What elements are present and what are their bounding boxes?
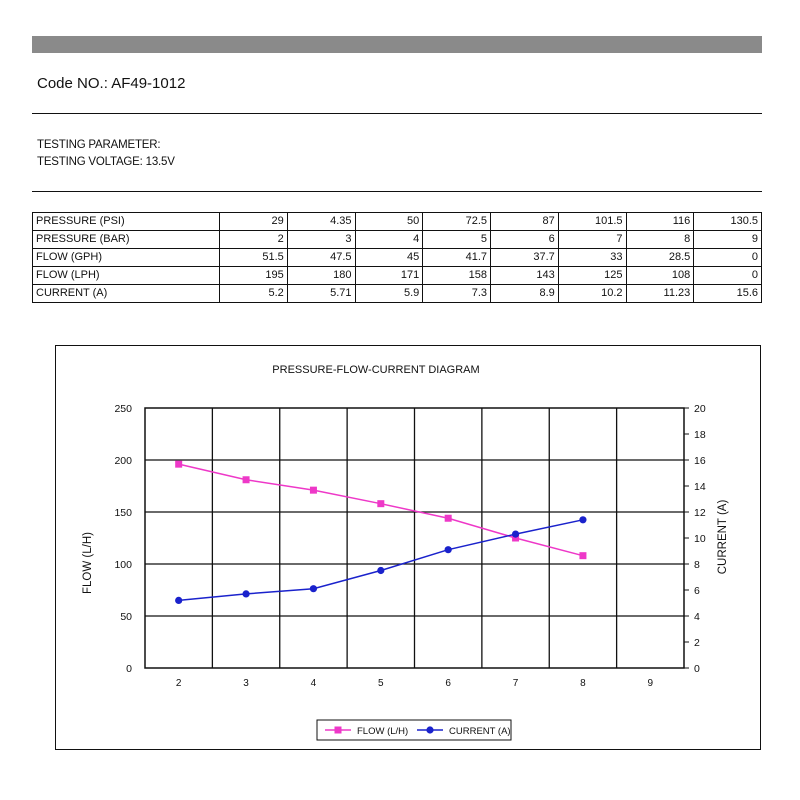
y-axis-label-left: FLOW (L/H) [82, 532, 94, 594]
y-tick-label-left: 150 [114, 507, 132, 519]
table-cell: 5.2 [220, 285, 288, 303]
table-cell: 180 [287, 267, 355, 285]
y-axis-label-right: CURRENT (A) [717, 499, 729, 575]
y-tick-label-right: 18 [694, 429, 706, 441]
table-row [33, 231, 762, 249]
flow-point [377, 500, 384, 507]
table-cell: 6 [491, 231, 559, 249]
row-label: PRESSURE (PSI) [33, 213, 220, 231]
x-tick-label: 4 [310, 678, 317, 689]
table-cell: 108 [626, 267, 694, 285]
table-cell: 143 [491, 267, 559, 285]
legend-flow-label: FLOW (L/H) [357, 726, 409, 737]
table-cell: 171 [355, 267, 423, 285]
current-point [377, 567, 384, 574]
table-cell: 7.3 [423, 285, 491, 303]
table-cell: 45 [355, 249, 423, 267]
testing-parameter-label: TESTING PARAMETER: [37, 139, 161, 151]
y-tick-label-right: 16 [694, 455, 706, 467]
table-cell: 158 [423, 267, 491, 285]
row-label: PRESSURE (BAR) [33, 231, 220, 249]
flow-point [445, 515, 452, 522]
table-cell: 33 [558, 249, 626, 267]
y-tick-label-right: 4 [694, 611, 700, 623]
table-cell: 5 [423, 231, 491, 249]
chart-title: PRESSURE-FLOW-CURRENT DIAGRAM [272, 364, 480, 376]
x-tick-label: 6 [445, 678, 451, 689]
row-label: FLOW (LPH) [33, 267, 220, 285]
table-cell: 2 [220, 231, 288, 249]
x-tick-label: 2 [175, 678, 182, 689]
y-tick-label-right: 0 [694, 663, 700, 675]
table-cell: 41.7 [423, 249, 491, 267]
table-cell: 50 [355, 213, 423, 231]
table-cell: 87 [491, 213, 559, 231]
table-cell: 15.6 [694, 285, 762, 303]
y-tick-label-right: 12 [694, 507, 706, 519]
current-point [512, 531, 519, 538]
legend-flow-marker [335, 727, 342, 734]
series-line-flow [179, 464, 583, 556]
table-cell: 9 [694, 231, 762, 249]
table-row [33, 213, 762, 231]
testing-data-table [32, 212, 762, 303]
table-cell: 10.2 [558, 285, 626, 303]
divider-bottom [32, 191, 762, 192]
table-cell: 116 [626, 213, 694, 231]
current-point [242, 590, 249, 597]
table-row [33, 267, 762, 285]
chart-frame [55, 345, 761, 750]
code-number: Code NO.: AF49-1012 [37, 75, 186, 92]
x-tick-label: 8 [580, 678, 586, 689]
table-cell: 47.5 [287, 249, 355, 267]
table-cell: 4 [355, 231, 423, 249]
current-point [579, 516, 586, 523]
table-row [33, 285, 762, 303]
y-tick-label-left: 50 [120, 611, 132, 623]
x-tick-label: 7 [512, 678, 519, 689]
flow-point [310, 487, 317, 494]
y-tick-label-right: 6 [694, 585, 700, 597]
row-label: FLOW (GPH) [33, 249, 220, 267]
y-tick-label-right: 2 [694, 637, 700, 649]
table-cell: 8 [626, 231, 694, 249]
table-cell: 0 [694, 249, 762, 267]
testing-voltage-label: TESTING VOLTAGE: 13.5V [37, 156, 175, 168]
y-tick-label-right: 8 [694, 559, 700, 571]
table-cell: 130.5 [694, 213, 762, 231]
y-tick-label-left: 0 [126, 663, 132, 675]
row-label: CURRENT (A) [33, 285, 220, 303]
table-cell: 11.23 [626, 285, 694, 303]
legend-current-marker [426, 726, 433, 733]
series-line-current [179, 520, 583, 601]
table-cell: 4.35 [287, 213, 355, 231]
table-cell: 72.5 [423, 213, 491, 231]
table-cell: 125 [558, 267, 626, 285]
table-cell: 101.5 [558, 213, 626, 231]
table-cell: 195 [220, 267, 288, 285]
pressure-flow-current-chart [56, 346, 759, 748]
flow-point [243, 476, 250, 483]
flow-point [579, 552, 586, 559]
table-row [33, 249, 762, 267]
y-tick-label-right: 14 [694, 481, 706, 493]
table-cell: 29 [220, 213, 288, 231]
table-cell: 8.9 [491, 285, 559, 303]
x-tick-label: 5 [378, 678, 384, 689]
flow-point [175, 461, 182, 468]
legend-current-label: CURRENT (A) [449, 726, 511, 737]
table-cell: 5.9 [355, 285, 423, 303]
table-cell: 37.7 [491, 249, 559, 267]
x-tick-label: 9 [647, 678, 654, 689]
table-cell: 5.71 [287, 285, 355, 303]
divider-top [32, 113, 762, 114]
table-cell: 51.5 [220, 249, 288, 267]
x-tick-label: 3 [243, 678, 249, 689]
current-point [175, 597, 182, 604]
y-tick-label-right: 20 [694, 403, 706, 415]
header-bar [32, 36, 762, 53]
y-tick-label-left: 100 [114, 559, 132, 571]
table-cell: 7 [558, 231, 626, 249]
table-cell: 28.5 [626, 249, 694, 267]
y-tick-label-left: 200 [114, 455, 132, 467]
table-cell: 0 [694, 267, 762, 285]
table-cell: 3 [287, 231, 355, 249]
y-tick-label-right: 10 [694, 533, 706, 545]
current-point [445, 546, 452, 553]
current-point [310, 585, 317, 592]
y-tick-label-left: 250 [114, 403, 132, 415]
